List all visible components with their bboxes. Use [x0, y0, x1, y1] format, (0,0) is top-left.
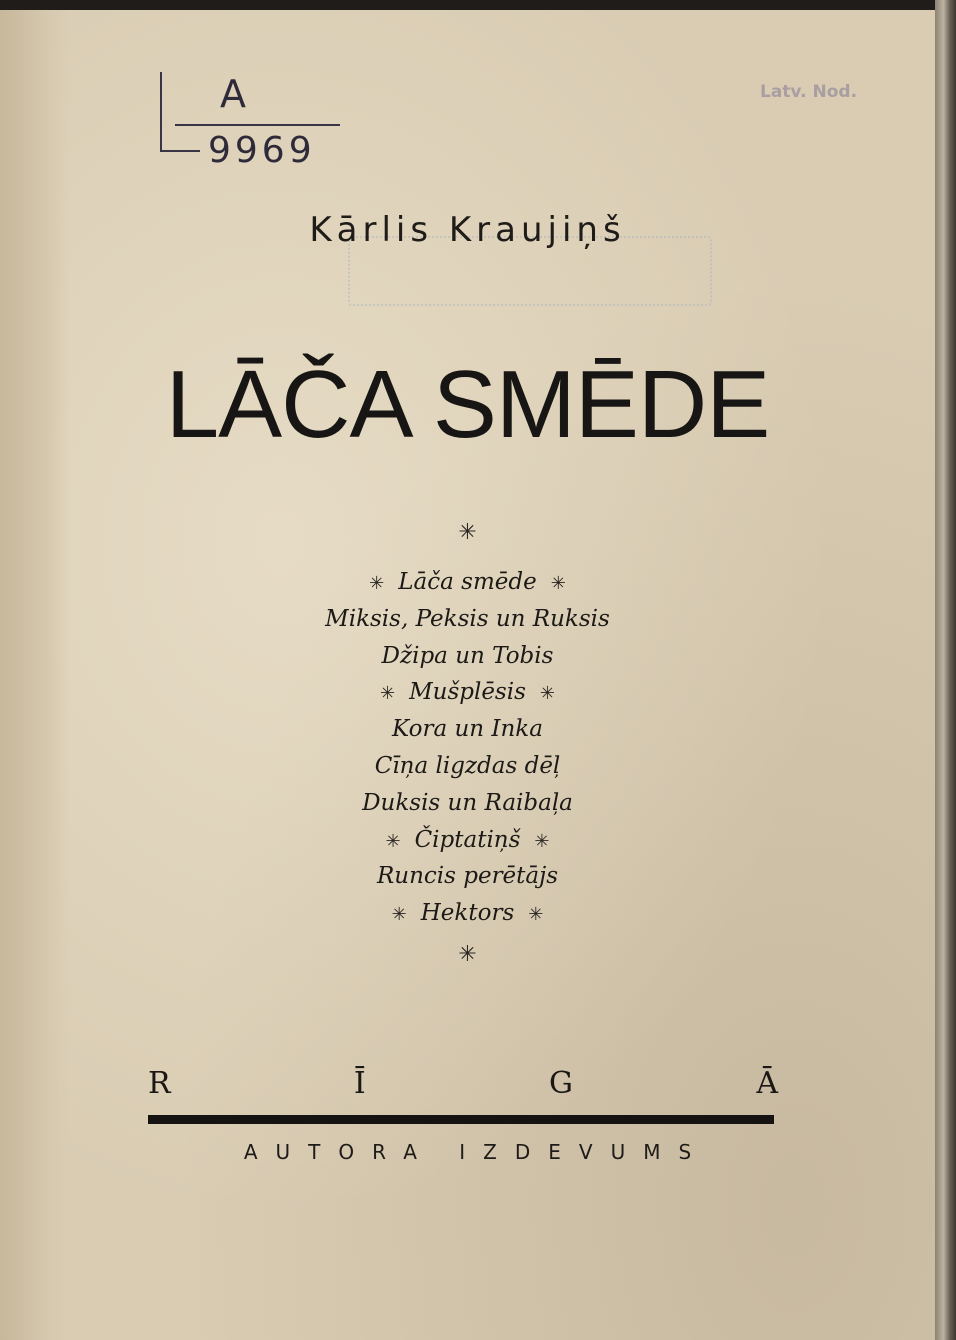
contents-item-title: Mušplēsis [409, 679, 526, 706]
shelf-mark [150, 72, 350, 182]
shelf-mark-rule [175, 124, 340, 126]
heavy-rule [148, 1115, 774, 1124]
city-letter: G [549, 1066, 574, 1101]
city-letter: Ā [756, 1066, 778, 1101]
contents-item [0, 822, 935, 859]
contents-item [0, 858, 935, 895]
publisher: AUTORA IZDEVUMS [243, 1140, 710, 1164]
contents-item [0, 895, 935, 932]
author-name: Kārlis Kraujiņš [309, 210, 626, 250]
ornament-star-bottom: ✳ [458, 942, 477, 967]
ornament-star: ✳ [369, 573, 385, 594]
contents-item-title: Čiptatiņš [414, 826, 521, 853]
shelf-mark-bracket [160, 72, 162, 152]
shelf-mark-letter: A [220, 72, 246, 116]
scan-top-border [0, 0, 956, 10]
shelf-mark-number: 9969 [208, 130, 316, 171]
contents-item-title: Lāča smēde [398, 569, 537, 595]
ornament-star: ✳ [391, 904, 407, 926]
ornament-star: ✳ [550, 573, 566, 594]
contents-item [0, 785, 935, 822]
contents-item-title: Hektors [420, 900, 515, 927]
contents-item-title: Miksis, Peksis un Ruksis [325, 605, 610, 632]
shelf-mark-rule-short [160, 150, 200, 152]
ornament-star: ✳ [528, 904, 544, 926]
ornament-star-top: ✳ [458, 520, 477, 545]
library-stamp: Latv. Nod. [760, 82, 858, 102]
contents-item-title: Kora un Inka [392, 716, 543, 743]
book-edge [935, 0, 956, 1340]
ornament-star: ✳ [379, 683, 396, 705]
book-title: LĀČA SMĒDE [165, 351, 770, 458]
contents-item-title: Runcis perētājs [376, 863, 559, 890]
contents-item-title: Cīņa ligzdas dēļ [374, 752, 561, 779]
contents-item [0, 638, 935, 675]
ornament-star: ✳ [539, 683, 555, 705]
ornament-star: ✳ [385, 830, 401, 852]
contents-item-title: Duksis un Raibaļa [362, 789, 573, 816]
contents-list [0, 564, 935, 932]
contents-item [0, 601, 935, 638]
contents-item [0, 564, 935, 601]
city-name [148, 1066, 778, 1110]
contents-item [0, 711, 935, 748]
contents-item [0, 674, 935, 711]
contents-item-title: Džipa un Tobis [381, 642, 554, 669]
contents-item [0, 748, 935, 785]
city-letter: R [148, 1066, 171, 1101]
city-letter: Ī [353, 1066, 366, 1101]
ornament-star: ✳ [534, 830, 550, 852]
